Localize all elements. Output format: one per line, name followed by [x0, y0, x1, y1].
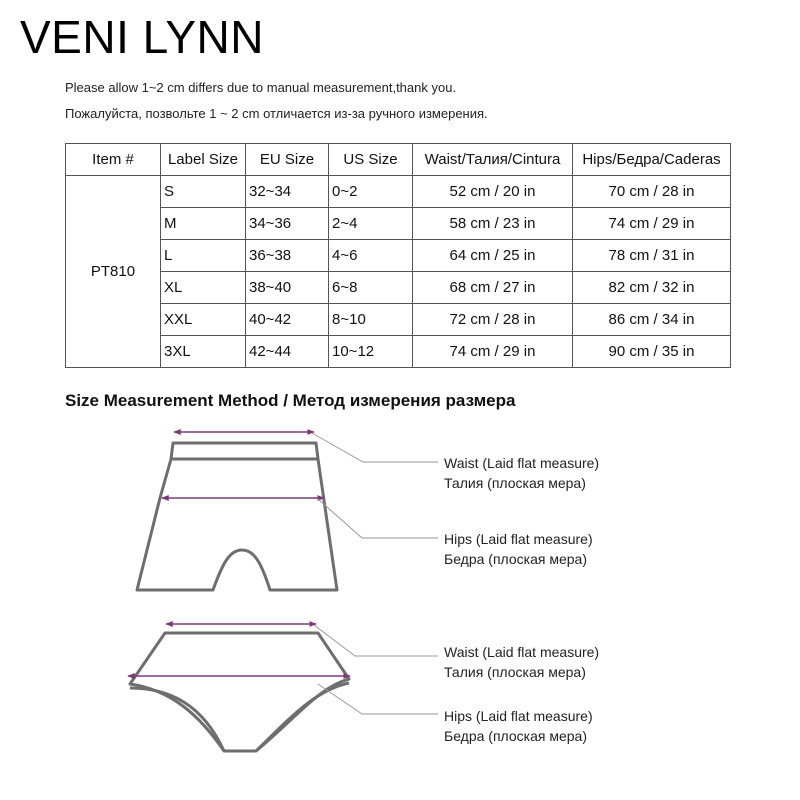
- note-russian: Пожалуйста, позвольте 1 ~ 2 cm отличается из-за ручного измерения.: [65, 106, 488, 121]
- waist-cell: 74 cm / 29 in: [413, 336, 573, 368]
- eu-size-cell: 36~38: [246, 240, 329, 272]
- us-size-cell: 2~4: [329, 208, 413, 240]
- label-size-cell: XXL: [161, 304, 246, 336]
- eu-size-cell: 38~40: [246, 272, 329, 304]
- waist-cell: 68 cm / 27 in: [413, 272, 573, 304]
- shorts-waist-label-en: Waist (Laid flat measure): [444, 455, 600, 471]
- header-us-size: US Size: [329, 144, 413, 176]
- header-label-size: Label Size: [161, 144, 246, 176]
- briefs-waist-label-en: Waist (Laid flat measure): [444, 644, 600, 660]
- hips-cell: 82 cm / 32 in: [573, 272, 731, 304]
- header-eu-size: EU Size: [246, 144, 329, 176]
- label-size-cell: M: [161, 208, 246, 240]
- note-english: Please allow 1~2 cm differs due to manual measurement,thank you.: [65, 80, 457, 95]
- measurement-method-title: Size Measurement Method / Метод измерения размера: [65, 391, 516, 410]
- shorts-waist-legend: [444, 453, 599, 493]
- shorts-waist-leader-line: [312, 433, 438, 462]
- briefs-hips-label-en: Hips (Laid flat measure): [444, 708, 593, 724]
- waist-cell: 52 cm / 20 in: [413, 176, 573, 208]
- briefs-illustration: [130, 633, 349, 751]
- briefs-waist-leader-line: [314, 625, 438, 656]
- shorts-outline: [137, 443, 337, 590]
- eu-size-cell: 42~44: [246, 336, 329, 368]
- hips-cell: 70 cm / 28 in: [573, 176, 731, 208]
- hips-cell: 78 cm / 31 in: [573, 240, 731, 272]
- briefs-hips-legend: [444, 706, 593, 746]
- briefs-leg-opening-left: [130, 688, 224, 751]
- label-size-cell: L: [161, 240, 246, 272]
- header-waist: Waist/Талия/Cintura: [413, 144, 573, 176]
- header-item: Item #: [66, 144, 161, 176]
- eu-size-cell: 32~34: [246, 176, 329, 208]
- briefs-hips-label-ru: Бедра (плоская мера): [444, 728, 587, 744]
- label-size-cell: XL: [161, 272, 246, 304]
- hips-cell: 74 cm / 29 in: [573, 208, 731, 240]
- shorts-illustration: [137, 443, 337, 590]
- us-size-cell: 0~2: [329, 176, 413, 208]
- us-size-cell: 10~12: [329, 336, 413, 368]
- briefs-waist-label-ru: Талия (плоская мера): [444, 664, 586, 680]
- shorts-hips-leader-line: [318, 499, 438, 538]
- item-number: PT810: [66, 176, 161, 368]
- shorts-hips-label-en: Hips (Laid flat measure): [444, 531, 593, 547]
- shorts-waist-label-ru: Талия (плоская мера): [444, 475, 586, 491]
- eu-size-cell: 34~36: [246, 208, 329, 240]
- label-size-cell: 3XL: [161, 336, 246, 368]
- hips-cell: 86 cm / 34 in: [573, 304, 731, 336]
- hips-cell: 90 cm / 35 in: [573, 336, 731, 368]
- shorts-hips-legend: [444, 529, 593, 569]
- briefs-waist-legend: [444, 642, 599, 682]
- brand-logo: VENI LYNN: [20, 11, 264, 63]
- waist-cell: 58 cm / 23 in: [413, 208, 573, 240]
- us-size-cell: 8~10: [329, 304, 413, 336]
- shorts-hips-label-ru: Бедра (плоская мера): [444, 551, 587, 567]
- header-hips: Hips/Бедра/Caderas: [573, 144, 731, 176]
- us-size-cell: 4~6: [329, 240, 413, 272]
- briefs-hips-leader-line: [318, 684, 438, 714]
- waist-cell: 64 cm / 25 in: [413, 240, 573, 272]
- eu-size-cell: 40~42: [246, 304, 329, 336]
- waist-cell: 72 cm / 28 in: [413, 304, 573, 336]
- us-size-cell: 6~8: [329, 272, 413, 304]
- label-size-cell: S: [161, 176, 246, 208]
